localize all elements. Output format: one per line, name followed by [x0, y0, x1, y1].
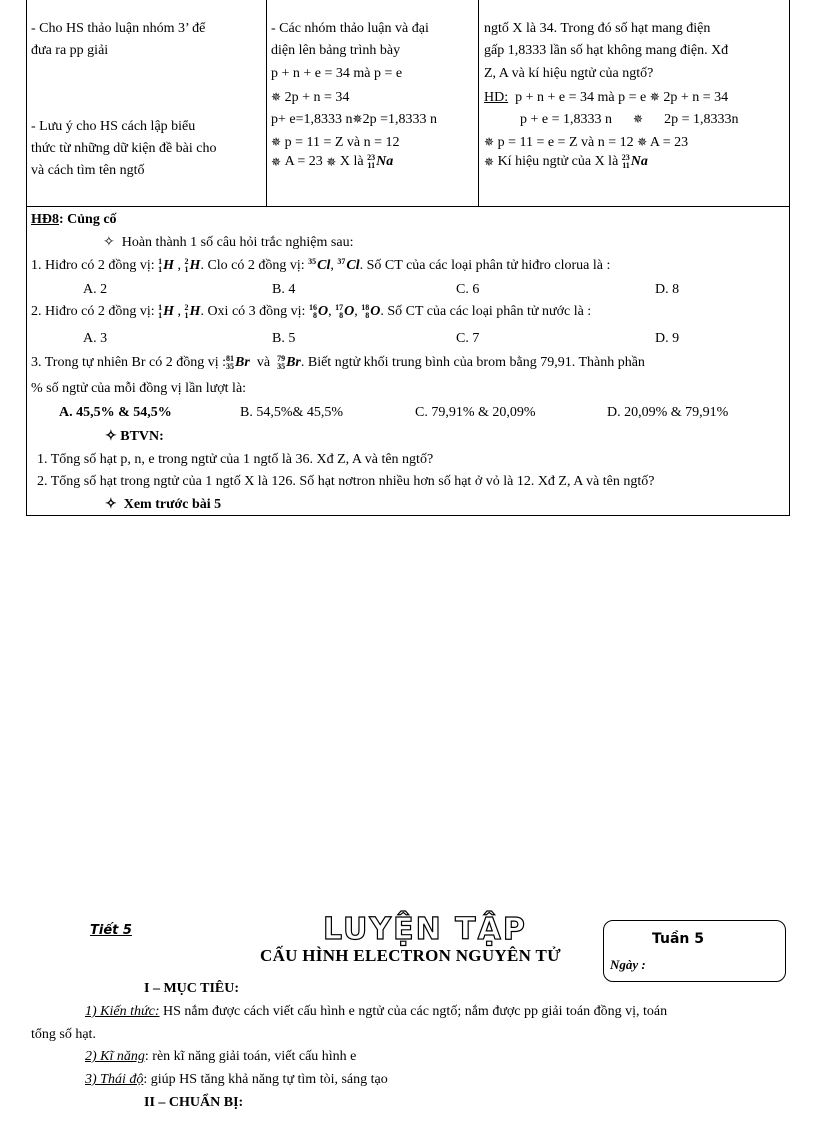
goal-attitude: 3) Thái độ: giúp HS tăng khả năng tự tìm tòi, sáng tạo — [85, 1072, 388, 1087]
sun-icon: ✵ — [271, 90, 282, 104]
content-text: gấp 1,8333 lần số hạt không mang điện. Xđ — [484, 43, 729, 58]
content-text: Z, A và kí hiệu ngtử của ngtố? — [484, 66, 654, 81]
content-text: HD: p + n + e = 34 mà p = e ✵ 2p + n = 34 — [484, 90, 729, 105]
question-2: 2. Hiđro có 2 đồng vị: 1 1 H , 2 1 H . Oxi có 3 đồng vị: 16 8 O , 17 8 O , 18 8 O . Số CT của các loại phân tử nước là : — [31, 303, 592, 320]
sun-icon: ✵ — [484, 135, 495, 149]
four-point-star-icon: ✧ — [105, 429, 117, 444]
four-point-star-icon: ✧ — [103, 235, 115, 250]
question-3-line2: % số ngtử của mỗi đồng vị lần lượt là: — [31, 381, 247, 396]
option: A. 2 — [83, 282, 108, 297]
four-point-star-icon: ✧ — [105, 497, 117, 512]
sun-icon: ✵ — [484, 155, 495, 169]
student-text: diện lên bảng trình bày — [271, 43, 401, 58]
sun-icon: ✵ — [649, 90, 660, 104]
lesson-title-art: LUYỆN TẬP — [323, 912, 527, 947]
goal-skills: 2) Kĩ năng: rèn kĩ năng giải toán, viết cấu hình e — [85, 1049, 357, 1064]
option: D. 20,09% & 79,91% — [607, 405, 729, 420]
teacher-text: - Cho HS thảo luận nhóm 3’ để — [31, 21, 206, 36]
option: A. 45,5% & 54,5% — [59, 405, 172, 420]
teacher-text: và cách tìm tên ngtố — [31, 163, 145, 178]
homework-item: 2. Tổng số hạt trong ngtử của 1 ngtố X là 126. Số hạt nơtron nhiều hơn số hạt ở vỏ là 12. Xđ Z, A và tên ngtố? — [37, 474, 655, 489]
lesson-subtitle: CẤU HÌNH ELECTRON NGUYÊN TỬ — [260, 946, 561, 965]
content-text: ✵ p = 11 = e = Z và n = 12 ✵ A = 23 — [484, 135, 689, 150]
preview-note: ✧ Xem trước bài 5 — [105, 497, 222, 512]
question-3: 3. Trong tự nhiên Br có 2 đồng vị : 81 35 Br và 79 35 Br . Biết ngtử khối trung bình của brom bằng 79,91. Thành phần — [31, 354, 645, 371]
student-text: ✵ 2p + n = 34 — [271, 90, 350, 105]
student-text: p+ e=1,8333 n✵2p =1,8333 n — [271, 112, 437, 127]
sun-icon: ✵ — [637, 135, 648, 149]
sun-icon: ✵ — [271, 155, 282, 169]
date-label: Ngày : — [610, 957, 646, 972]
student-text: ✵ A = 23 ✵ X là 23 11 Na — [271, 153, 394, 170]
option: C. 79,91% & 20,09% — [415, 405, 536, 420]
student-text: ✵ p = 11 = Z và n = 12 — [271, 135, 400, 150]
nuclide-scripts: 23 11 — [621, 153, 630, 170]
nuclide-scripts: 23 11 — [367, 153, 376, 170]
homework-item: 1. Tổng số hạt p, n, e trong ngtử của 1 ngtố là 36. Xđ Z, A và tên ngtố? — [37, 452, 434, 467]
question-1: 1. Hiđro có 2 đồng vị: 1 1 H , 2 1 H . Clo có 2 đồng vị: 35 Cl , 37 Cl . Số CT của các loại phân tử hiđro clorua là : — [31, 257, 611, 274]
content-text: p + e = 1,8333 n ✵ 2p = 1,8333n — [520, 112, 739, 127]
homework-heading: ✧ BTVN: — [105, 429, 164, 444]
option: C. 6 — [456, 282, 480, 297]
sun-icon: ✵ — [352, 112, 363, 126]
option: D. 8 — [655, 282, 680, 297]
sun-icon: ✵ — [326, 155, 337, 169]
teacher-text: thức từ những dữ kiện đề bài cho — [31, 141, 217, 156]
week-label: Tuần 5 — [652, 931, 705, 947]
instruction: ✧ Hoàn thành 1 số câu hỏi trắc nghiệm sau: — [103, 235, 354, 250]
section-preparation: II – CHUẨN BỊ: — [144, 1095, 244, 1110]
teacher-text: - Lưu ý cho HS cách lập biểu — [31, 119, 196, 134]
content-text: ngtố X là 34. Trong đó số hạt mang điện — [484, 21, 711, 36]
lesson-number: Tiết 5 — [90, 923, 132, 938]
option: B. 54,5%& 45,5% — [240, 405, 344, 420]
student-text: p + n + e = 34 mà p = e — [271, 66, 403, 81]
goal-knowledge: 1) Kiến thức: HS nắm được cách viết cấu hình e ngtử của các ngtố; nắm được pp giải toán đồng vị, toán — [85, 1004, 668, 1019]
goal-knowledge-cont: tổng số hạt. — [31, 1027, 96, 1042]
option: D. 9 — [655, 331, 680, 346]
option: C. 7 — [456, 331, 480, 346]
section-heading: HĐ8: Củng cố — [31, 212, 117, 227]
week-box — [603, 920, 786, 982]
sun-icon: ✵ — [633, 112, 644, 126]
sun-icon: ✵ — [271, 135, 282, 149]
content-text: ✵ Kí hiệu ngtử của X là 23 11 Na — [484, 153, 648, 170]
student-text: - Các nhóm thảo luận và đại — [271, 21, 429, 36]
teacher-text: đưa ra pp giải — [31, 43, 109, 58]
option: A. 3 — [83, 331, 108, 346]
option: B. 5 — [272, 331, 296, 346]
section-objectives: I – MỤC TIÊU: — [144, 981, 240, 996]
option: B. 4 — [272, 282, 296, 297]
